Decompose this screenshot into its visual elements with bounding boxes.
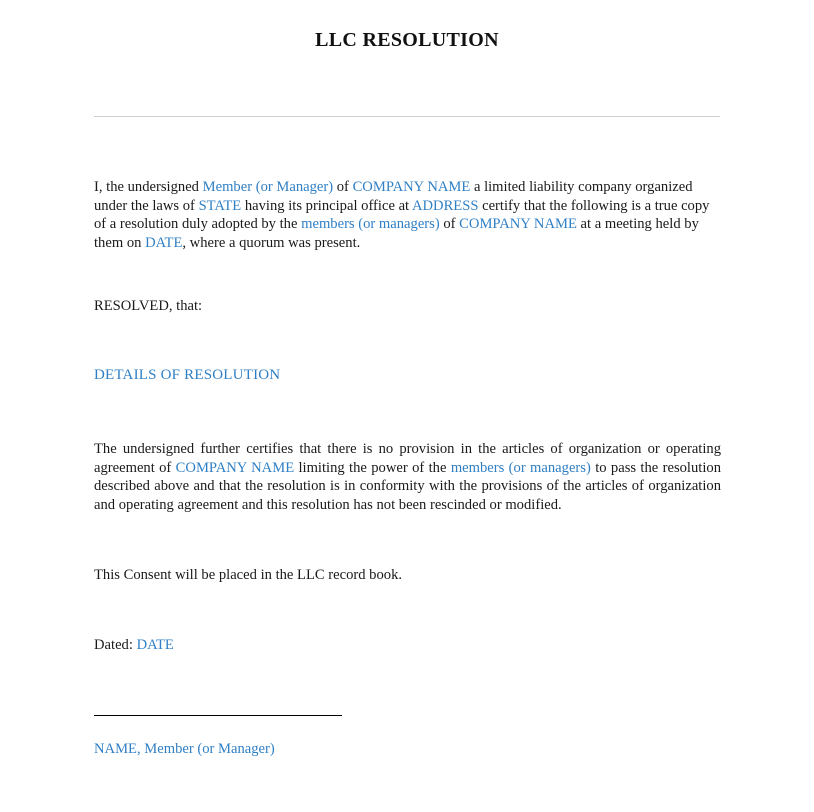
certification-paragraph (94, 440, 721, 514)
spacer-before-details (94, 316, 721, 366)
dated-line (94, 636, 721, 655)
header-divider (94, 116, 720, 117)
intro-text-6: of (439, 216, 460, 233)
intro-text-5: certify that the following is a true copy of a resolution duly adopted by the (94, 197, 710, 233)
spacer-before-consent (94, 514, 721, 566)
placeholder-member-or-manager: Member (or Manager) (202, 179, 334, 195)
certification-text-2: limiting the power of the (294, 459, 451, 476)
intro-text-1: I, the undersigned (94, 179, 203, 195)
placeholder-company-name-2: COMPANY NAME (459, 216, 577, 233)
consent-line: This Consent will be placed in the LLC record book. (94, 567, 403, 584)
spacer-before-dated (94, 585, 721, 636)
dated-label: Dated: (94, 636, 137, 653)
placeholder-state: STATE (198, 197, 242, 214)
document-body (94, 178, 721, 759)
certification-text-1: The undersigned further certifies that there is no provision in the articles of organization or operating agreement of (94, 440, 721, 476)
placeholder-details-of-resolution: DETAILS OF RESOLUTION (94, 366, 281, 383)
placeholder-company-name-3: COMPANY NAME (175, 459, 295, 476)
intro-paragraph (94, 178, 721, 252)
intro-text-2: of (333, 179, 353, 195)
resolved-line: RESOLVED, that: (94, 298, 203, 315)
placeholder-members-or-managers-2: members (or managers) (450, 459, 591, 476)
placeholder-date-1: DATE (145, 234, 183, 251)
placeholder-signature-name: NAME, Member (or Manager) (94, 740, 275, 757)
placeholder-members-or-managers-1: members (or managers) (301, 216, 440, 233)
page-title: LLC RESOLUTION (315, 29, 499, 51)
placeholder-date-2: DATE (136, 636, 174, 653)
spacer-before-signature (94, 655, 721, 715)
intro-text-7: at a meeting held by them on (94, 216, 699, 251)
spacer-before-certification (94, 385, 721, 440)
intro-text-4: having its principal office at (241, 197, 412, 214)
placeholder-company-name-1: COMPANY NAME (352, 179, 471, 195)
intro-text-3: a limited liability company organized under the laws of (94, 179, 693, 214)
spacer-before-resolved (94, 252, 721, 297)
spacer-before-signature-name (94, 716, 721, 740)
intro-text-8: , where a quorum was present. (182, 234, 361, 251)
certification-text-3: to pass the resolution described above and that the resolution is in conformity with the provisions of the articles of organization and operating agreement and this resolution has not been rescinded or modified. (94, 459, 721, 513)
placeholder-address: ADDRESS (411, 197, 479, 214)
